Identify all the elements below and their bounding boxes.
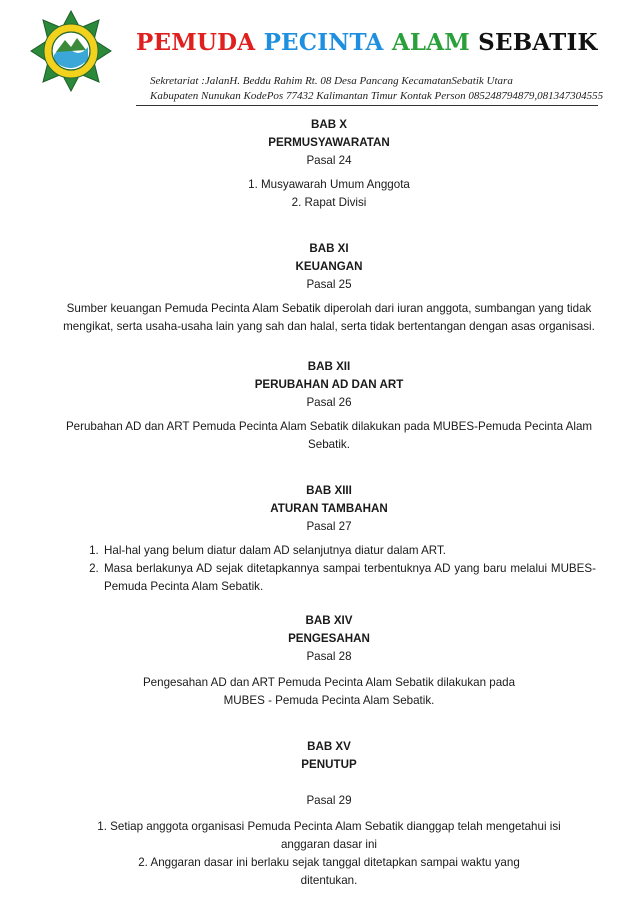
section-bab-xii (62, 358, 596, 454)
emblem-logo (30, 10, 112, 92)
list-item: 1. Hal-hal yang belum diatur dalam AD selanjutnya diatur dalam ART. (102, 542, 596, 560)
bab-heading: BAB XV (307, 740, 351, 753)
letterhead (0, 0, 638, 112)
pasal-label: Pasal 25 (306, 278, 352, 291)
bab-title: PERUBAHAN AD DAN ART (254, 378, 404, 391)
list-item: 2. Anggaran dasar ini berlaku sejak tanggal ditetapkan sampai waktu yang ditentukan. (138, 856, 520, 887)
pasal-label: Pasal 24 (306, 154, 352, 167)
address-line-2: Kabupaten Nunukan KodePos 77432 Kalimantan Timur Kontak Person 085248794879,081347304555 (150, 90, 604, 102)
bab-heading: BAB XIII (306, 484, 352, 497)
title-word-pemuda: PEMUDA (136, 29, 256, 56)
bab-heading: BAB XI (309, 242, 349, 255)
list-item: 1. Musyawarah Umum Anggota (248, 178, 410, 191)
title-word-alam: ALAM (391, 29, 470, 56)
organization-title (136, 28, 606, 58)
bab-heading: BAB XII (307, 360, 351, 373)
pasal-label: Pasal 28 (306, 650, 352, 663)
bab-title: PENUTUP (301, 758, 357, 771)
bab-title: KEUANGAN (295, 260, 363, 273)
section-bab-xiv (62, 612, 596, 710)
bab-title: PENGESAHAN (288, 632, 370, 645)
paragraph: Pengesahan AD dan ART Pemuda Pecinta Alam Sebatik dilakukan pada MUBES - Pemuda Pecinta Alam Sebatik. (142, 676, 516, 707)
section-bab-xv (62, 738, 596, 890)
bab-title: ATURAN TAMBAHAN (270, 502, 388, 515)
paragraph: Perubahan AD dan ART Pemuda Pecinta Alam Sebatik dilakukan pada MUBES-Pemuda Pecinta Alam Sebatik. (65, 420, 593, 451)
list-item: 2. Rapat Divisi (291, 196, 367, 209)
pasal-label: Pasal 27 (306, 520, 352, 533)
title-word-sebatik: SEBATIK (478, 29, 598, 56)
pasal-label: Pasal 26 (306, 396, 352, 409)
address-line-1: Sekretariat :JalanH. Beddu Rahim Rt. 08 Desa Pancang KecamatanSebatik Utara (150, 75, 513, 87)
bab-heading: BAB X (310, 118, 348, 131)
section-bab-xiii (62, 482, 596, 596)
document-body (62, 116, 596, 890)
section-bab-x (62, 116, 596, 212)
list-item: 1. Setiap anggota organisasi Pemuda Pecinta Alam Sebatik dianggap telah mengetahui isi anggaran dasar ini (97, 820, 561, 851)
title-word-pecinta: PECINTA (263, 29, 384, 56)
bab-heading: BAB XIV (305, 614, 353, 627)
header-divider (136, 105, 598, 106)
bab-title: PERMUSYAWARATAN (268, 136, 390, 149)
numbered-list (62, 542, 596, 596)
list-item: 2. Masa berlakunya AD sejak ditetapkannya sampai terbentuknya AD yang baru melalui MUBES-Pemuda Pecinta Alam Sebatik. (102, 560, 596, 596)
section-bab-xi (62, 240, 596, 336)
paragraph: Sumber keuangan Pemuda Pecinta Alam Sebatik diperolah dari iuran anggota, sumbangan yang tidak mengikat, serta usaha-usaha lain yang sah dan halal, serta tidak bertentangan dengan asas organisasi. (63, 302, 595, 333)
pasal-label: Pasal 29 (306, 794, 352, 807)
